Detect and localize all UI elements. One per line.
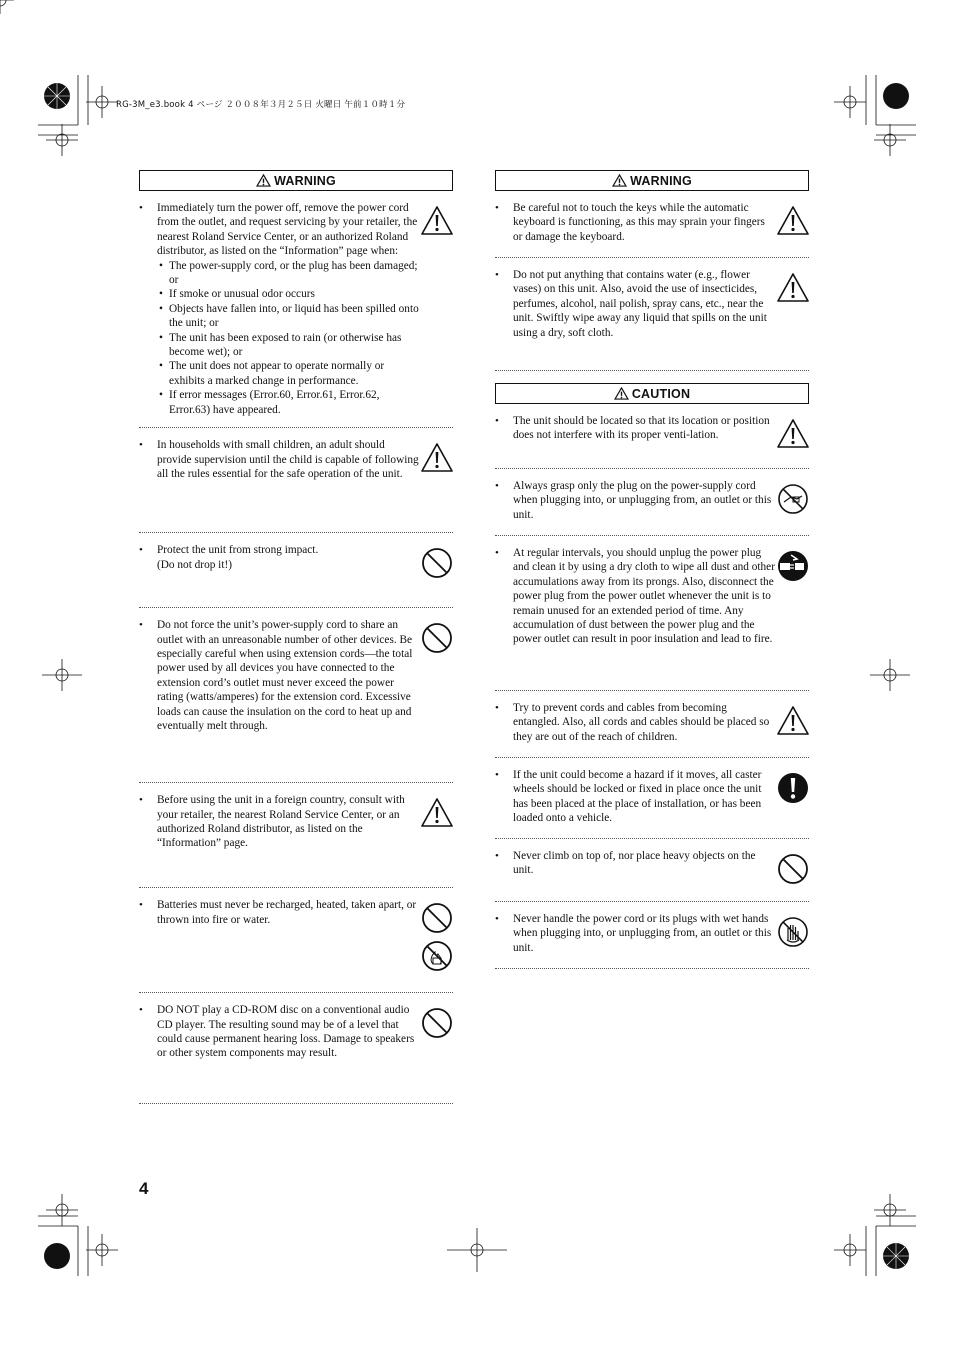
item-icons: [777, 705, 809, 737]
bullet: •: [139, 544, 143, 557]
safety-item: [495, 404, 809, 469]
item-icons: [421, 1007, 453, 1039]
prohibition-icon: [421, 902, 453, 934]
warning-triangle-icon: [421, 797, 453, 829]
item-icons: [777, 272, 809, 304]
sub-list-item: • If smoke or unusual odor occurs: [169, 287, 419, 301]
prohibition-icon: [421, 622, 453, 654]
safety-item: [495, 536, 809, 691]
item-text-line: The unit should be located so that its location or position does not interfere with its proper venti-lation.: [513, 415, 770, 442]
bullet: •: [495, 547, 499, 559]
safety-item: [495, 469, 809, 536]
warning-triangle-icon: [421, 442, 453, 474]
item-icons: [421, 547, 453, 579]
sub-list-item: • Objects have fallen into, or liquid has been spilled onto the unit; or: [169, 302, 419, 331]
item-icons: [421, 797, 453, 829]
bullet: •: [139, 202, 143, 214]
bullet: •: [139, 439, 143, 452]
item-text-line: DO NOT play a CD-ROM disc on a conventional audio CD player. The resulting sound may be of a level that could cause permanent hearing loss. Damage to speakers or other system components may result.: [157, 1004, 415, 1060]
warning-small-icon: [612, 174, 627, 187]
warning-heading-right: [495, 170, 809, 191]
item-text-line: Do not put anything that contains water (e.g., flower vases) on this unit. Also, avoid the use of insecticides, perfumes, alcohol, nail polish, spray cans, etc., near the unit. Swiftly wipe away any liquid that spills on the unit using a dry, soft cloth.: [513, 269, 767, 339]
page-number: 4: [139, 1179, 149, 1198]
item-icons: [421, 205, 453, 237]
safety-item-text: [139, 438, 419, 481]
bullet: •: [495, 415, 499, 427]
sub-list-item: • If error messages (Error.60, Error.61, Error.62, Error.63) have appeared.: [169, 388, 419, 417]
safety-item: [495, 758, 809, 839]
bullet: •: [139, 794, 143, 807]
left-items: [139, 191, 453, 1104]
unplug-icon: [777, 550, 809, 582]
safety-item: [139, 783, 453, 888]
sub-list-item: • The power-supply cord, or the plug has been damaged; or: [169, 259, 419, 288]
safety-item: [139, 191, 453, 428]
safety-item-text: [139, 793, 419, 851]
safety-item: [495, 902, 809, 969]
bullet: •: [495, 769, 499, 781]
item-icons: [777, 853, 809, 885]
item-icons: [421, 622, 453, 654]
safety-item-text: [139, 1003, 419, 1061]
warning-triangle-icon: [421, 205, 453, 237]
item-icons: [777, 916, 809, 948]
no-wet-hands-icon: [777, 916, 809, 948]
right-column: [495, 170, 809, 969]
safety-item-text: [495, 479, 775, 522]
safety-item: [139, 428, 453, 533]
item-text-line: Never climb on top of, nor place heavy objects on the unit.: [513, 850, 756, 877]
item-icons: [421, 442, 453, 474]
safety-item: [139, 888, 453, 993]
caution-heading-label: CAUTION: [631, 386, 691, 401]
sub-list-item: • The unit does not appear to operate normally or exhibits a marked change in performance.: [169, 359, 419, 388]
item-text-line: (Do not drop it!): [157, 558, 232, 571]
bullet: •: [139, 899, 143, 912]
safety-item-text: [495, 768, 775, 826]
safety-item: [139, 608, 453, 783]
item-icons: [777, 205, 809, 237]
item-text-line: Immediately turn the power off, remove the power cord from the outlet, and request servicing by your retailer, the nearest Roland Service Center, or an authorized Roland distributor, as listed on the “Information” page when:: [157, 202, 418, 258]
item-text-line: Try to prevent cords and cables from becoming entangled. Also, all cords and cables should be placed so they are out of the reach of children.: [513, 702, 770, 743]
safety-item-text: [495, 912, 775, 955]
no-pull-cord-icon: [777, 483, 809, 515]
item-icons: [777, 483, 809, 515]
item-text-line: At regular intervals, you should unplug the power plug and clean it by using a dry cloth to wipe all dust and other accumulations away from its prongs. Also, disconnect the power plug from the power outlet whenever the unit is to remain unused for an extended period of time. Any accumulation of dust between the power plug and the power outlet can result in poor insulation and lead to fire.: [513, 547, 775, 646]
item-text-line: Never handle the power cord or its plugs with wet hands when plugging into, or unplugging from, an outlet or this unit.: [513, 913, 772, 954]
bullet: •: [495, 202, 499, 214]
bullet: •: [495, 480, 499, 492]
item-text-line: If the unit could become a hazard if it moves, all caster wheels should be locked or fixed in place once the unit has been placed at the place of installation, or has been loaded onto a vehicle.: [513, 769, 762, 825]
item-icons: [777, 550, 809, 582]
item-text-line: In households with small children, an adult should provide supervision until the child is capable of following all the rules essential for the safe operation of the unit.: [157, 439, 419, 480]
safety-item: [495, 258, 809, 371]
safety-item-text: [495, 414, 775, 443]
warning-triangle-icon: [777, 705, 809, 737]
bullet: •: [139, 1004, 143, 1017]
warning-heading-label: WARNING: [274, 173, 336, 188]
safety-item-text: [495, 701, 775, 744]
safety-item-text: [139, 543, 419, 572]
safety-item: [495, 191, 809, 258]
caution-heading: [495, 383, 809, 404]
warning-small-icon: [256, 174, 271, 187]
safety-item-text: [139, 201, 419, 417]
caution-small-icon: [614, 387, 629, 400]
safety-item-text: [495, 546, 775, 647]
warning-triangle-icon: [777, 418, 809, 450]
bullet: •: [495, 850, 499, 862]
safety-item: [495, 691, 809, 758]
warning-triangle-icon: [777, 205, 809, 237]
item-text-line: Protect the unit from strong impact.: [157, 544, 319, 557]
sub-list-item: • The unit has been exposed to rain (or otherwise has become wet); or: [169, 331, 419, 360]
item-icons: [777, 418, 809, 450]
mandatory-icon: [777, 772, 809, 804]
item-text-line: Be careful not to touch the keys while the automatic keyboard is functioning, as this may sprain your fingers or damage the keyboard.: [513, 202, 765, 243]
book-header-line: RG-3M_e3.book 4 ページ ２００８年３月２５日 火曜日 午前１０時１分: [116, 100, 406, 110]
bullet: •: [495, 913, 499, 925]
bullet: •: [139, 619, 143, 632]
right-warning-items: [495, 191, 809, 371]
item-text-line: Do not force the unit’s power-supply cord to share an outlet with an unreasonable number of other devices. Be especially careful when using extension cords—the total power used by all devices you have connected to the extension cord’s outlet must never exceed the power rating (watts/amperes) for the extension cord. Excessive loads can cause the insulation on the cord to heat up and eventually melt through.: [157, 619, 413, 732]
safety-item: [139, 533, 453, 608]
bullet: •: [495, 702, 499, 714]
warning-heading-label: WARNING: [630, 173, 692, 188]
safety-item-text: [495, 849, 775, 878]
right-caution-items: [495, 404, 809, 969]
warning-triangle-icon: [777, 272, 809, 304]
safety-item: [139, 993, 453, 1104]
safety-item-text: [495, 268, 775, 340]
bullet: •: [495, 269, 499, 281]
prohibition-icon: [421, 547, 453, 579]
item-text-line: Always grasp only the plug on the power-supply cord when plugging into, or unplugging from, an outlet or this unit.: [513, 480, 772, 521]
safety-item-text: [139, 618, 419, 733]
safety-item: [495, 839, 809, 902]
sub-list: [157, 259, 419, 417]
safety-item-text: [139, 898, 419, 927]
prohibition-icon: [421, 1007, 453, 1039]
prohibition-icon: [777, 853, 809, 885]
item-text-line: Batteries must never be recharged, heated, taken apart, or thrown into fire or water.: [157, 899, 417, 926]
item-icons: [777, 772, 809, 804]
no-fire-icon: [421, 940, 453, 972]
left-column: [139, 170, 453, 1104]
item-icons: [421, 902, 453, 972]
item-text-line: Before using the unit in a foreign country, consult with your retailer, the nearest Roland Service Center, or an authorized Roland distributor, as listed on the “Information” page.: [157, 794, 405, 850]
warning-heading: [139, 170, 453, 191]
safety-item-text: [495, 201, 775, 244]
